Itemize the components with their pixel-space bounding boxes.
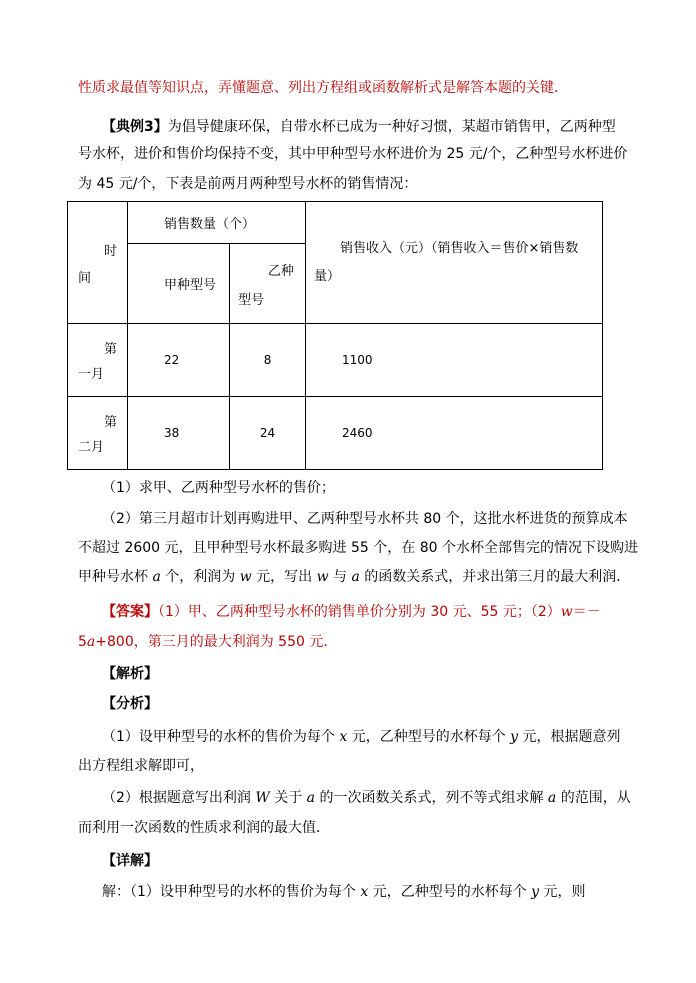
- table-row: [68, 324, 603, 397]
- row-label-cell: [68, 324, 128, 397]
- table-header-row: [68, 202, 603, 244]
- var-a: a: [306, 790, 316, 806]
- var-y: y: [510, 729, 519, 745]
- question-2-line-1: （2）第三月超市计划再购进甲、乙两种型号水杯共 80 个，这批水杯进货的预算成本: [102, 511, 628, 527]
- var-a: a: [547, 790, 557, 806]
- revenue-header-cell: [306, 202, 603, 324]
- yi-value-cell: 8: [230, 324, 306, 397]
- qty-header-cell: 销售数量（个）: [128, 202, 306, 244]
- example-text-1: 为倡导健康环保，自带水杯已成为一种好习惯，某超市销售甲，乙两种型: [167, 119, 616, 135]
- analysis-2-line-2: 而利用一次函数的性质求利润的最大值．: [78, 820, 330, 836]
- analysis1-text-c: 元，根据题意列: [518, 729, 621, 745]
- question-2-line-3: [78, 567, 630, 587]
- row-label-b: 一月: [78, 367, 105, 382]
- row-label-a: 第: [104, 415, 118, 430]
- analysis-1-line-1: [102, 727, 621, 747]
- var-w: w: [316, 569, 329, 585]
- var-w: w: [560, 604, 573, 620]
- analysis1-text-a: （1）设甲种型号的水杯的售价为每个: [102, 729, 340, 745]
- analysis1-text-b: 元，乙种型号的水杯每个: [347, 729, 511, 745]
- answer-tag: 【答案】: [102, 604, 158, 620]
- time-header-cell: [68, 202, 128, 324]
- var-x: x: [339, 729, 348, 745]
- q2-text-c: 元，写出: [251, 569, 317, 585]
- analysis2-text-c: 的一次函数关系式，列不等式组求解: [315, 790, 548, 806]
- time-header-a: 时: [104, 243, 118, 259]
- analysis2-text-b: 关于: [269, 790, 307, 806]
- question-1: （1）求甲、乙两种型号水杯的售价；: [102, 480, 335, 496]
- answer-line-2: [78, 632, 337, 652]
- xiangjie-heading: 【详解】: [102, 853, 158, 869]
- question-2-line-2: 不超过 2600 元，且甲种型号水杯最多购进 55 个，在 80 个水杯全部售完的情况下设购进: [78, 540, 638, 556]
- q2-text-d: 与: [328, 569, 352, 585]
- revenue-header-b: 量）: [314, 268, 341, 284]
- q2-text-e: 的函数关系式，并求出第三月的最大利润．: [359, 569, 631, 585]
- answer-line-1: [102, 602, 601, 622]
- answer-text-d: +800，第三月的最大利润为 550 元．: [95, 634, 338, 650]
- var-y: y: [531, 884, 540, 900]
- solution-text-a: 解：（1）设甲种型号的水杯的售价为每个: [102, 884, 361, 900]
- row-label-b: 二月: [78, 440, 105, 455]
- solution-text-b: 元，乙种型号的水杯每个: [368, 884, 532, 900]
- example-line-2: 号水杯，进价和售价均保持不变，其中甲种型号水杯进价为 25 元/个，乙种型号水杯进价: [78, 146, 628, 162]
- var-W: W: [255, 790, 270, 806]
- revenue-header-a: 销售收入（元）（销售收入＝售价×销售数: [340, 240, 579, 256]
- var-a: a: [86, 634, 96, 650]
- analysis-1-line-2: 出方程组求解即可，: [78, 758, 204, 774]
- solution-line-1: [102, 882, 586, 902]
- answer-text-c: 5: [78, 634, 87, 650]
- col-jia-header: 甲种型号: [128, 244, 230, 324]
- analysis2-text-d: 的范围，从: [556, 790, 631, 806]
- jia-value-cell: 22: [128, 324, 230, 397]
- col-yi-header-b: 型号: [238, 292, 265, 308]
- row-label-cell: [68, 397, 128, 470]
- time-header-b: 间: [78, 270, 92, 286]
- jiexi-heading: 【解析】: [102, 666, 158, 682]
- q2-text-a: 甲种号水杯: [78, 569, 153, 585]
- fenxi-heading: 【分析】: [102, 696, 158, 712]
- var-a: a: [152, 569, 161, 585]
- revenue-value-cell: 2460: [306, 397, 603, 470]
- q2-text-b: 个，利润为: [160, 569, 240, 585]
- var-a: a: [351, 569, 360, 585]
- intro-text: 性质求最值等知识点，弄懂题意、列出方程组或函数解析式是解答本题的关键．: [78, 80, 568, 96]
- jia-value-cell: 38: [128, 397, 230, 470]
- analysis-2-line-1: [102, 788, 631, 808]
- solution-text-c: 元，则: [539, 884, 586, 900]
- example-tag: 【典例3】: [102, 119, 168, 135]
- sales-table: [67, 201, 603, 470]
- col-yi-header: [230, 244, 306, 324]
- analysis2-text-a: （2）根据题意写出利润: [102, 790, 256, 806]
- answer-text-b: ＝－: [572, 604, 601, 620]
- table-row: [68, 397, 603, 470]
- revenue-value-cell: 1100: [306, 324, 603, 397]
- example-line-1: [102, 117, 616, 137]
- answer-text-a: （1）甲、乙两种型号水杯的销售单价分别为 30 元、55 元；（2）: [158, 604, 561, 620]
- var-x: x: [360, 884, 369, 900]
- row-label-a: 第: [104, 342, 118, 357]
- yi-value-cell: 24: [230, 397, 306, 470]
- example-line-3: 为 45 元/个，下表是前两月两种型号水杯的销售情况：: [78, 176, 418, 192]
- var-w: w: [239, 569, 252, 585]
- col-yi-header-a: 乙种: [268, 263, 295, 279]
